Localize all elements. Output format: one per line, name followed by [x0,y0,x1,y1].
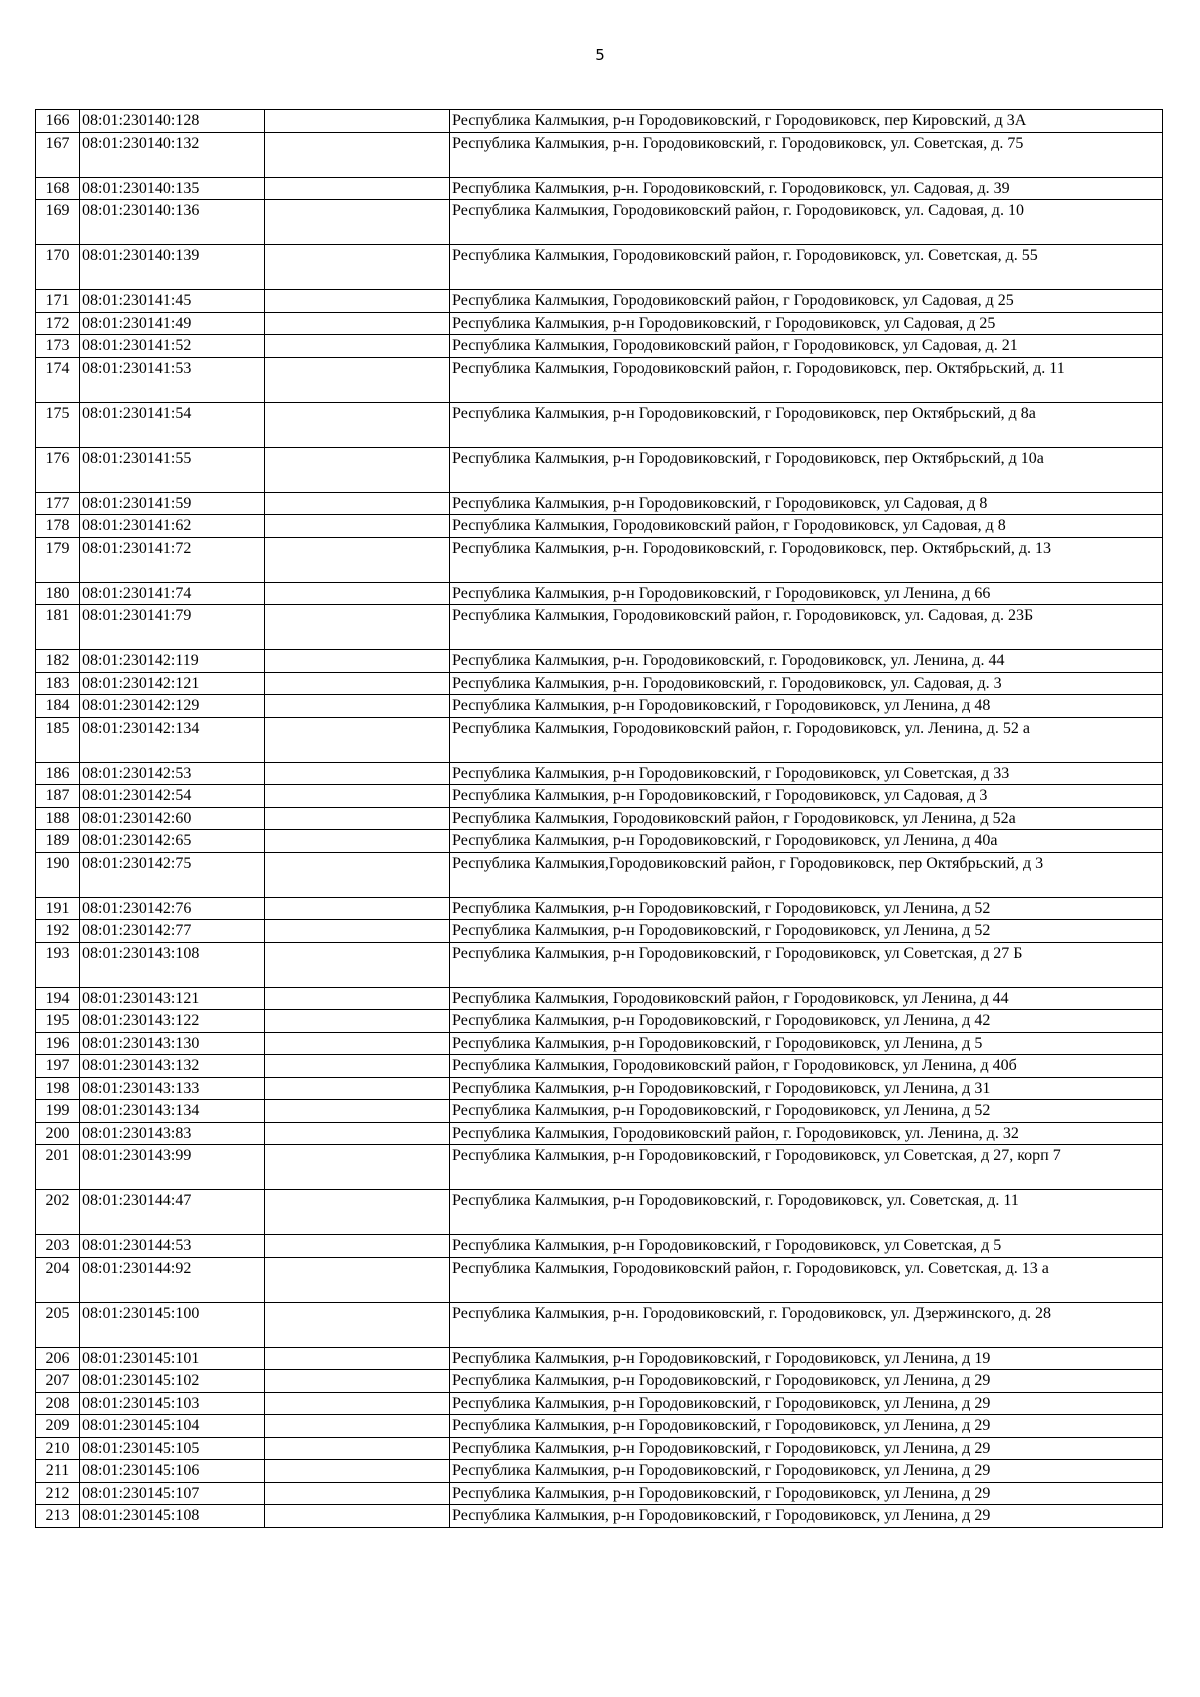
empty-cell [265,717,450,762]
table-row [36,1415,1163,1438]
table-row [36,1347,1163,1370]
table-row [36,1437,1163,1460]
table-row [36,357,1163,402]
cadastral-number-cell: 08:01:230145:100 [80,1302,265,1347]
table-row [36,1482,1163,1505]
table-row [36,1100,1163,1123]
table-row [36,582,1163,605]
address-cell: Республика Калмыкия, р-н Городовиковский, г Городовиковск, пер Кировский, д 3А [450,110,1163,133]
row-number-cell: 171 [36,290,80,313]
empty-cell [265,177,450,200]
address-cell: Республика Калмыкия, р-н. Городовиковский, г. Городовиковск, ул. Советская, д. 75 [450,132,1163,177]
address-cell: Республика Калмыкия, р-н. Городовиковский, г. Городовиковск, ул. Дзержинского, д. 28 [450,1302,1163,1347]
empty-cell [265,537,450,582]
cadastral-number-cell: 08:01:230143:130 [80,1032,265,1055]
empty-cell [265,1122,450,1145]
address-cell: Республика Калмыкия, Городовиковский район, г Городовиковск, ул Ленина, д 44 [450,987,1163,1010]
empty-cell [265,290,450,313]
cadastral-number-cell: 08:01:230140:132 [80,132,265,177]
cadastral-number-cell: 08:01:230142:75 [80,852,265,897]
cadastral-number-cell: 08:01:230142:119 [80,650,265,673]
table-row [36,830,1163,853]
table-row [36,1505,1163,1528]
address-cell: Республика Калмыкия, р-н Городовиковский, г Городовиковск, ул Садовая, д 25 [450,312,1163,335]
address-cell: Республика Калмыкия, р-н Городовиковский, г Городовиковск, ул Ленина, д 29 [450,1460,1163,1483]
table-row [36,897,1163,920]
row-number-cell: 169 [36,200,80,245]
address-cell: Республика Калмыкия, р-н Городовиковский, г Городовиковск, ул Советская, д 5 [450,1235,1163,1258]
table-row [36,245,1163,290]
table-row [36,290,1163,313]
page-number: 5 [595,46,605,64]
row-number-cell: 170 [36,245,80,290]
table-row [36,1010,1163,1033]
table-row [36,200,1163,245]
empty-cell [265,1460,450,1483]
cadastral-number-cell: 08:01:230145:103 [80,1392,265,1415]
address-cell: Республика Калмыкия, р-н Городовиковский, г Городовиковск, ул Ленина, д 52 [450,1100,1163,1123]
cadastral-number-cell: 08:01:230141:59 [80,492,265,515]
cadastral-number-cell: 08:01:230142:54 [80,785,265,808]
row-number-cell: 172 [36,312,80,335]
table-row [36,1190,1163,1235]
row-number-cell: 202 [36,1190,80,1235]
cadastral-number-cell: 08:01:230141:53 [80,357,265,402]
cadastral-number-cell: 08:01:230141:54 [80,402,265,447]
table-row [36,605,1163,650]
empty-cell [265,897,450,920]
table-row [36,1235,1163,1258]
empty-cell [265,1077,450,1100]
cadastral-number-cell: 08:01:230141:74 [80,582,265,605]
cadastral-number-cell: 08:01:230142:53 [80,762,265,785]
empty-cell [265,1145,450,1190]
address-cell: Республика Калмыкия, Городовиковский район, г. Городовиковск, ул. Ленина, д. 52 а [450,717,1163,762]
cadastral-number-cell: 08:01:230143:122 [80,1010,265,1033]
empty-cell [265,785,450,808]
address-cell: Республика Калмыкия, р-н. Городовиковский, г. Городовиковск, ул. Ленина, д. 44 [450,650,1163,673]
empty-cell [265,1032,450,1055]
row-number-cell: 208 [36,1392,80,1415]
row-number-cell: 199 [36,1100,80,1123]
table-row [36,650,1163,673]
row-number-cell: 181 [36,605,80,650]
address-cell: Республика Калмыкия,Городовиковский район, г Городовиковск, пер Октябрьский, д 3 [450,852,1163,897]
empty-cell [265,987,450,1010]
row-number-cell: 177 [36,492,80,515]
row-number-cell: 174 [36,357,80,402]
row-number-cell: 180 [36,582,80,605]
empty-cell [265,1257,450,1302]
property-registry-table [35,109,1163,1528]
cadastral-number-cell: 08:01:230145:102 [80,1370,265,1393]
address-cell: Республика Калмыкия, р-н Городовиковский, г Городовиковск, ул Ленина, д 52 [450,920,1163,943]
address-cell: Республика Калмыкия, р-н Городовиковский, г Городовиковск, ул Советская, д 27 Б [450,942,1163,987]
row-number-cell: 192 [36,920,80,943]
address-cell: Республика Калмыкия, Городовиковский район, г Городовиковск, ул Садовая, д 25 [450,290,1163,313]
address-cell: Республика Калмыкия, Городовиковский район, г. Городовиковск, ул. Ленина, д. 32 [450,1122,1163,1145]
empty-cell [265,605,450,650]
address-cell: Республика Калмыкия, р-н Городовиковский, г Городовиковск, ул Ленина, д 42 [450,1010,1163,1033]
table-row [36,1460,1163,1483]
table-row [36,335,1163,358]
table-row [36,1145,1163,1190]
empty-cell [265,830,450,853]
row-number-cell: 197 [36,1055,80,1078]
cadastral-number-cell: 08:01:230142:77 [80,920,265,943]
row-number-cell: 179 [36,537,80,582]
row-number-cell: 166 [36,110,80,133]
address-cell: Республика Калмыкия, р-н Городовиковский, г Городовиковск, ул Ленина, д 29 [450,1505,1163,1528]
row-number-cell: 201 [36,1145,80,1190]
table-row [36,762,1163,785]
row-number-cell: 184 [36,695,80,718]
table-row [36,1077,1163,1100]
empty-cell [265,582,450,605]
address-cell: Республика Калмыкия, Городовиковский район, г. Городовиковск, ул. Садовая, д. 10 [450,200,1163,245]
address-cell: Республика Калмыкия, Городовиковский район, г. Городовиковск, пер. Октябрьский, д. 11 [450,357,1163,402]
empty-cell [265,1415,450,1438]
table-row [36,1370,1163,1393]
row-number-cell: 211 [36,1460,80,1483]
row-number-cell: 167 [36,132,80,177]
cadastral-number-cell: 08:01:230143:133 [80,1077,265,1100]
row-number-cell: 175 [36,402,80,447]
cadastral-number-cell: 08:01:230144:92 [80,1257,265,1302]
row-number-cell: 182 [36,650,80,673]
cadastral-number-cell: 08:01:230141:52 [80,335,265,358]
address-cell: Республика Калмыкия, Городовиковский район, г Городовиковск, ул Садовая, д 8 [450,515,1163,538]
empty-cell [265,852,450,897]
address-cell: Республика Калмыкия, р-н Городовиковский, г Городовиковск, ул Ленина, д 5 [450,1032,1163,1055]
empty-cell [265,515,450,538]
cadastral-number-cell: 08:01:230143:121 [80,987,265,1010]
empty-cell [265,1392,450,1415]
empty-cell [265,402,450,447]
cadastral-number-cell: 08:01:230145:108 [80,1505,265,1528]
address-cell: Республика Калмыкия, р-н Городовиковский, г Городовиковск, ул Ленина, д 48 [450,695,1163,718]
cadastral-number-cell: 08:01:230142:76 [80,897,265,920]
cadastral-number-cell: 08:01:230143:132 [80,1055,265,1078]
table-row [36,447,1163,492]
address-cell: Республика Калмыкия, р-н Городовиковский, г Городовиковск, ул Ленина, д 29 [450,1392,1163,1415]
row-number-cell: 195 [36,1010,80,1033]
empty-cell [265,695,450,718]
empty-cell [265,672,450,695]
row-number-cell: 176 [36,447,80,492]
cadastral-number-cell: 08:01:230142:65 [80,830,265,853]
row-number-cell: 210 [36,1437,80,1460]
cadastral-number-cell: 08:01:230142:129 [80,695,265,718]
row-number-cell: 191 [36,897,80,920]
address-cell: Республика Калмыкия, р-н Городовиковский, г Городовиковск, пер Октябрьский, д 10а [450,447,1163,492]
address-cell: Республика Калмыкия, р-н. Городовиковский, г. Городовиковск, ул. Садовая, д. 3 [450,672,1163,695]
address-cell: Республика Калмыкия, р-н Городовиковский, г Городовиковск, ул Садовая, д 8 [450,492,1163,515]
row-number-cell: 193 [36,942,80,987]
row-number-cell: 207 [36,1370,80,1393]
empty-cell [265,492,450,515]
cadastral-number-cell: 08:01:230140:139 [80,245,265,290]
empty-cell [265,1055,450,1078]
address-cell: Республика Калмыкия, Городовиковский район, г. Городовиковск, ул. Садовая, д. 23Б [450,605,1163,650]
cadastral-number-cell: 08:01:230140:136 [80,200,265,245]
row-number-cell: 185 [36,717,80,762]
cadastral-number-cell: 08:01:230143:108 [80,942,265,987]
empty-cell [265,1347,450,1370]
cadastral-number-cell: 08:01:230143:83 [80,1122,265,1145]
cadastral-number-cell: 08:01:230141:79 [80,605,265,650]
address-cell: Республика Калмыкия, Городовиковский район, г. Городовиковск, ул. Советская, д. 13 а [450,1257,1163,1302]
empty-cell [265,110,450,133]
empty-cell [265,335,450,358]
address-cell: Республика Калмыкия, Городовиковский район, г. Городовиковск, ул. Советская, д. 55 [450,245,1163,290]
cadastral-number-cell: 08:01:230142:134 [80,717,265,762]
address-cell: Республика Калмыкия, р-н Городовиковский, г Городовиковск, ул Садовая, д 3 [450,785,1163,808]
row-number-cell: 203 [36,1235,80,1258]
table-row [36,402,1163,447]
table-row [36,1055,1163,1078]
table-row [36,132,1163,177]
table-row [36,312,1163,335]
table-row [36,1032,1163,1055]
empty-cell [265,650,450,673]
address-cell: Республика Калмыкия, Городовиковский район, г Городовиковск, ул Ленина, д 40б [450,1055,1163,1078]
empty-cell [265,1010,450,1033]
cadastral-number-cell: 08:01:230143:134 [80,1100,265,1123]
address-cell: Республика Калмыкия, р-н Городовиковский, г Городовиковск, ул Ленина, д 31 [450,1077,1163,1100]
row-number-cell: 189 [36,830,80,853]
cadastral-number-cell: 08:01:230141:72 [80,537,265,582]
address-cell: Республика Калмыкия, р-н Городовиковский, г Городовиковск, ул Ленина, д 29 [450,1482,1163,1505]
cadastral-number-cell: 08:01:230141:45 [80,290,265,313]
row-number-cell: 196 [36,1032,80,1055]
row-number-cell: 194 [36,987,80,1010]
table-row [36,942,1163,987]
table-row [36,1302,1163,1347]
row-number-cell: 204 [36,1257,80,1302]
row-number-cell: 183 [36,672,80,695]
cadastral-number-cell: 08:01:230145:105 [80,1437,265,1460]
table-row [36,537,1163,582]
empty-cell [265,807,450,830]
cadastral-number-cell: 08:01:230141:49 [80,312,265,335]
table-row [36,920,1163,943]
cadastral-number-cell: 08:01:230142:60 [80,807,265,830]
cadastral-number-cell: 08:01:230145:106 [80,1460,265,1483]
table-row [36,1392,1163,1415]
empty-cell [265,920,450,943]
cadastral-number-cell: 08:01:230141:62 [80,515,265,538]
address-cell: Республика Калмыкия, Городовиковский район, г Городовиковск, ул Ленина, д 52а [450,807,1163,830]
address-cell: Республика Калмыкия, р-н Городовиковский, г Городовиковск, ул Ленина, д 66 [450,582,1163,605]
row-number-cell: 213 [36,1505,80,1528]
cadastral-number-cell: 08:01:230145:101 [80,1347,265,1370]
table-row [36,717,1163,762]
cadastral-number-cell: 08:01:230145:107 [80,1482,265,1505]
empty-cell [265,1437,450,1460]
row-number-cell: 198 [36,1077,80,1100]
empty-cell [265,1190,450,1235]
address-cell: Республика Калмыкия, р-н Городовиковский, г Городовиковск, ул Ленина, д 29 [450,1370,1163,1393]
address-cell: Республика Калмыкия, Городовиковский район, г Городовиковск, ул Садовая, д. 21 [450,335,1163,358]
row-number-cell: 206 [36,1347,80,1370]
row-number-cell: 187 [36,785,80,808]
empty-cell [265,312,450,335]
cadastral-number-cell: 08:01:230142:121 [80,672,265,695]
row-number-cell: 173 [36,335,80,358]
address-cell: Республика Калмыкия, р-н Городовиковский, г Городовиковск, ул Ленина, д 29 [450,1415,1163,1438]
table-row [36,852,1163,897]
empty-cell [265,1482,450,1505]
address-cell: Республика Калмыкия, р-н Городовиковский, г Городовиковск, пер Октябрьский, д 8а [450,402,1163,447]
empty-cell [265,200,450,245]
table-row [36,1122,1163,1145]
address-cell: Республика Калмыкия, р-н Городовиковский, г. Городовиковск, ул. Советская, д. 11 [450,1190,1163,1235]
address-cell: Республика Калмыкия, р-н Городовиковский, г Городовиковск, ул Ленина, д 52 [450,897,1163,920]
table-row [36,515,1163,538]
empty-cell [265,447,450,492]
cadastral-number-cell: 08:01:230141:55 [80,447,265,492]
empty-cell [265,1370,450,1393]
cadastral-number-cell: 08:01:230144:47 [80,1190,265,1235]
table-row [36,695,1163,718]
empty-cell [265,132,450,177]
table-row [36,492,1163,515]
table-row [36,1257,1163,1302]
row-number-cell: 212 [36,1482,80,1505]
row-number-cell: 178 [36,515,80,538]
address-cell: Республика Калмыкия, р-н Городовиковский, г Городовиковск, ул Ленина, д 40а [450,830,1163,853]
table-row [36,807,1163,830]
address-cell: Республика Калмыкия, р-н Городовиковский, г Городовиковск, ул Советская, д 33 [450,762,1163,785]
cadastral-number-cell: 08:01:230144:53 [80,1235,265,1258]
table-row [36,177,1163,200]
cadastral-number-cell: 08:01:230145:104 [80,1415,265,1438]
address-cell: Республика Калмыкия, р-н. Городовиковский, г. Городовиковск, ул. Садовая, д. 39 [450,177,1163,200]
empty-cell [265,1505,450,1528]
address-cell: Республика Калмыкия, р-н Городовиковский, г Городовиковск, ул Советская, д 27, корп 7 [450,1145,1163,1190]
address-cell: Республика Калмыкия, р-н. Городовиковский, г. Городовиковск, пер. Октябрьский, д. 13 [450,537,1163,582]
empty-cell [265,1100,450,1123]
empty-cell [265,1235,450,1258]
empty-cell [265,245,450,290]
table-row [36,785,1163,808]
table-row [36,672,1163,695]
row-number-cell: 200 [36,1122,80,1145]
empty-cell [265,762,450,785]
registry-body [36,110,1163,1528]
row-number-cell: 186 [36,762,80,785]
address-cell: Республика Калмыкия, р-н Городовиковский, г Городовиковск, ул Ленина, д 19 [450,1347,1163,1370]
row-number-cell: 209 [36,1415,80,1438]
table-row [36,987,1163,1010]
row-number-cell: 168 [36,177,80,200]
table-row [36,110,1163,133]
row-number-cell: 205 [36,1302,80,1347]
empty-cell [265,1302,450,1347]
row-number-cell: 190 [36,852,80,897]
empty-cell [265,942,450,987]
cadastral-number-cell: 08:01:230140:135 [80,177,265,200]
cadastral-number-cell: 08:01:230140:128 [80,110,265,133]
cadastral-number-cell: 08:01:230143:99 [80,1145,265,1190]
empty-cell [265,357,450,402]
row-number-cell: 188 [36,807,80,830]
address-cell: Республика Калмыкия, р-н Городовиковский, г Городовиковск, ул Ленина, д 29 [450,1437,1163,1460]
